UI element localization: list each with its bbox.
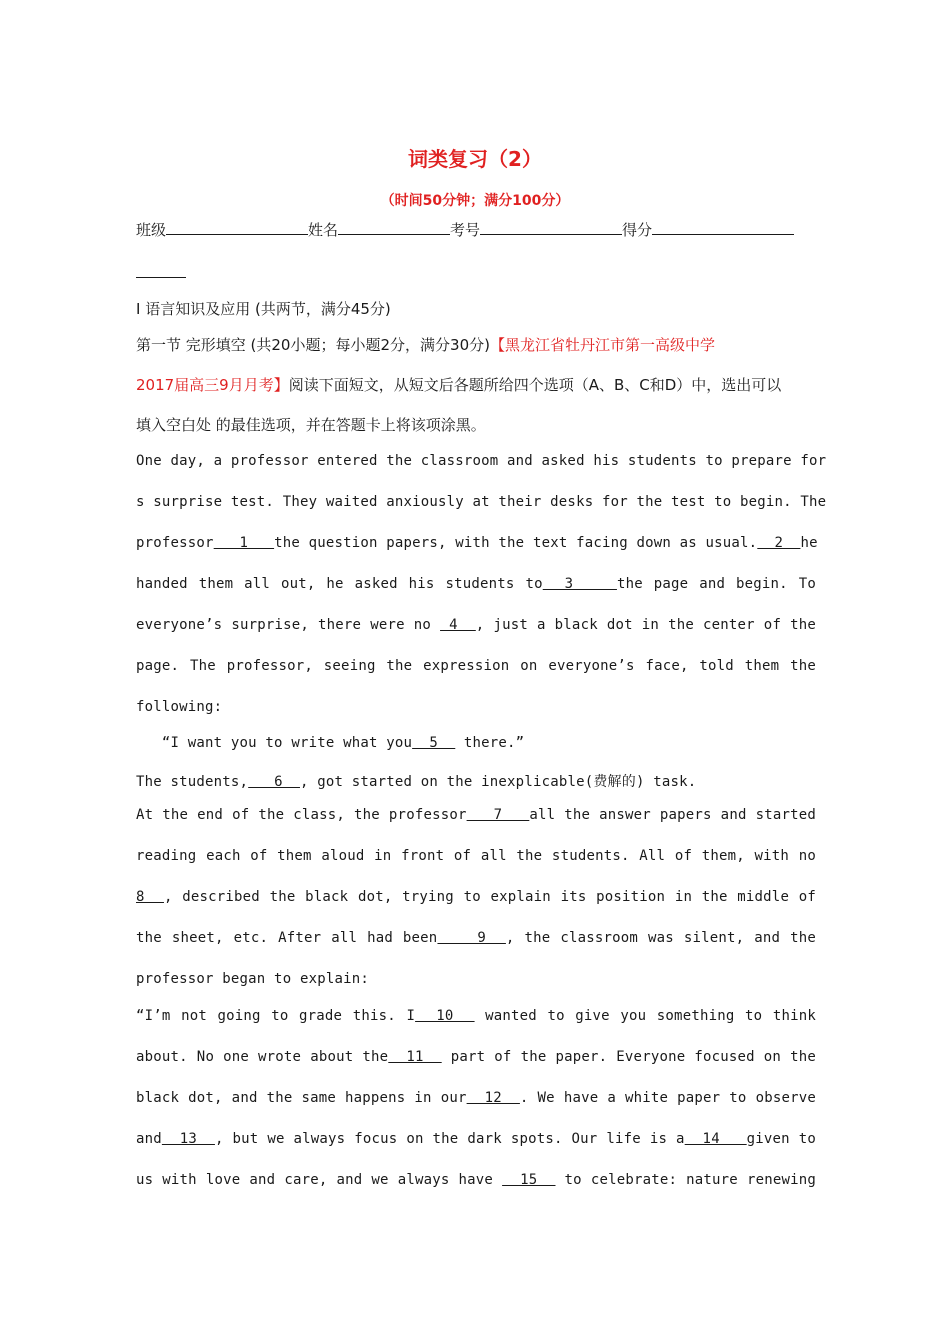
- blank-7: 7: [466, 807, 530, 823]
- score-label: 得分: [622, 221, 653, 239]
- exam-number-blank: [480, 219, 622, 235]
- blank-13: 13: [161, 1131, 215, 1147]
- passage-line: following:: [136, 699, 223, 715]
- section-heading: I 语言知识及应用 (共两节，满分45分): [136, 300, 391, 318]
- passage-line: page. The professor, seeing the expression on everyone’s face, told them the: [136, 658, 816, 674]
- name-blank: [338, 219, 450, 235]
- passage-line: reading each of them aloud in front of all the students. All of them, with no: [136, 848, 816, 864]
- passage-line: and 13 , but we always focus on the dark spots. Our life is a 14 given to: [136, 1131, 817, 1147]
- passage-line: At the end of the class, the professor 7 all the answer papers and started: [136, 807, 816, 823]
- blank-14: 14: [684, 1131, 747, 1147]
- exam-time-score: （时间50分钟；满分100分）: [380, 193, 570, 209]
- instruction-line-1: 2017届高三9月月考】阅读下面短文，从短文后各题所给四个选项（A、B、C和D）中，选出可以: [136, 376, 782, 394]
- class-label: 班级: [136, 221, 167, 239]
- blank-8: 8: [136, 889, 164, 905]
- passage-line: handed them all out, he asked his students to 3 the page and begin. To: [136, 576, 816, 592]
- blank-10: 10: [415, 1008, 475, 1024]
- source-label: 【黑龙江省牡丹江市第一高级中学: [489, 336, 715, 354]
- instruction-line-2: 填入空白处 的最佳选项，并在答题卡上将该项涂黑。: [136, 416, 486, 434]
- blank-5: 5: [412, 735, 456, 751]
- passage-line: about. No one wrote about the 11 part of the paper. Everyone focused on the: [136, 1049, 816, 1065]
- score-blank-continued: [136, 262, 816, 282]
- passage-line: professor 1 the question papers, with the text facing down as usual. 2 he: [136, 535, 818, 551]
- passage-line: black dot, and the same happens in our 12 . We have a white paper to observe: [136, 1090, 816, 1106]
- passage-line: us with love and care, and we always have 15 to celebrate: nature renewing: [136, 1172, 816, 1188]
- part-label: 第一节 完形填空 (共20小题；每小题2分，满分30分): [136, 336, 490, 354]
- blank-4: 4: [440, 617, 476, 633]
- passage-line: The students, 6 , got started on the inexplicable(费解的) task.: [136, 774, 697, 790]
- blank-2: 2: [757, 535, 801, 551]
- blank-6: 6: [248, 774, 300, 790]
- blank-11: 11: [388, 1049, 442, 1065]
- blank-9: 9: [437, 930, 506, 946]
- passage-line: the sheet, etc. After all had been 9 , the classroom was silent, and the: [136, 930, 816, 946]
- passage-line: professor began to explain:: [136, 971, 369, 987]
- passage-line: everyone’s surprise, there were no 4 , just a black dot in the center of the: [136, 617, 816, 633]
- blank-12: 12: [466, 1090, 520, 1106]
- class-blank: [166, 219, 308, 235]
- page-title: 词类复习（2）: [408, 147, 542, 171]
- blank-3: 3: [542, 576, 617, 592]
- name-label: 姓名: [308, 221, 339, 239]
- passage-line: “I want you to write what you 5 there.”: [136, 735, 525, 751]
- score-blank: [652, 219, 794, 235]
- passage-line: One day, a professor entered the classroom and asked his students to prepare for: [136, 453, 827, 469]
- blank-1: 1: [213, 535, 275, 551]
- blank-15: 15: [502, 1172, 556, 1188]
- part-heading: [136, 334, 816, 355]
- exam-number-label: 考号: [450, 221, 481, 239]
- source-label-cont: 2017届高三9月月考】: [136, 376, 289, 394]
- passage-line: s surprise test. They waited anxiously at their desks for the test to begin. The: [136, 494, 827, 510]
- passage-line: 8 , described the black dot, trying to explain its position in the middle of: [136, 889, 816, 905]
- passage-line: “I’m not going to grade this. I 10 wanted to give you something to think: [136, 1008, 816, 1024]
- student-info-fields: [136, 219, 816, 240]
